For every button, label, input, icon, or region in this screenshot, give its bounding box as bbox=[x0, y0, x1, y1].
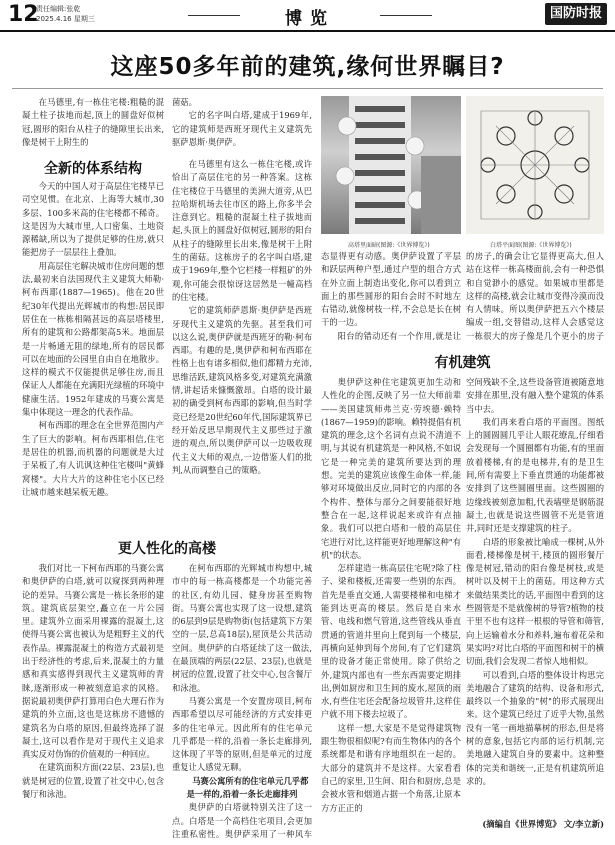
header-meta bbox=[36, 4, 95, 24]
s1-paragraph-4: 在马德里有这么一栋住宅楼,或许恰出了高层住宅的另一种答案。这栋住宅楼位于马德里的美洲大道旁,从巴拉哈斯机场去往市区的路上,你多半会注意到它。粗糙的混凝土柱子拔地而起,头顶上的圆盘好似树冠,圆形的阳台从柱子的缝隙里长出来,像是树干上附生的菌菇。这栋房子的名字叫白塔,建成于1969年,整个它栏楼一样粗矿的外观,你可能会很惊讶这居然是一幢高档的住宅楼。 bbox=[172, 159, 312, 302]
col4-paragraph-4: 可以看到,白塔的整体设计构思完美地融合了建筑的结构、设备和形式,最终以一个抽象的"树"的形式展现出来。这个建筑已经过了近乎大物,虽然没有一笔一画地描摹树的形态,但是将树的意象,包括它内部的运行机制,完美地融入建筑自身的要素中。这种整体的完美和谐统一,正是有机建筑所追求的。 bbox=[466, 669, 604, 786]
col4-top-paragraph: 的房子,的确会让它显得更高大,但人站在这样一栋高楼面前,会有一种恐惧和自觉渺小的感觉。如果城市里都是这样的高楼,就会让城市变得冷漠而没有人情味。所以奥伊萨把五六个楼层编成一组,交替错动,这样人会感觉这一栋很大的房子像是几个更小的房子 bbox=[466, 251, 604, 340]
page-header bbox=[0, 0, 615, 32]
date-line: 2025.4.16 星期三 bbox=[36, 15, 95, 23]
s1-paragraph-5: 它的建筑师萨恩斯·奥伊萨是西班牙现代主义建筑的先驱。甚至我们可以这么说,奥伊萨就是西班牙的勒·柯布西耶。有趣的是,奥伊萨和柯布西耶在性格上也有诸多相似,他们都精力充沛,思维活跃,建筑风格多变,对建筑充满激情,讲起话来慷慨激昂。白塔的设计最初的确受到柯布西耶的影响,但当时学竞已经是20世纪60年代,国际建筑界已经开始反思早期现代主义那些过于激进的观点,所以奥伊萨可以一边吸收现代主义大师的观点,一边借鉴人们的批判,从而调整自己的策略。 bbox=[172, 305, 312, 475]
s3-paragraph-2: 怎样建造一栋高层住宅呢?除了柱子、梁和楼板,还需要一些别的东西。首先是垂直交通,人需要楼梯和电梯才能到达更高的楼层。然后是自来水管、电线和燃气管道,这些管线从垂直贯通的管道井里向上爬到每一个楼层,再横向延伸到每个房间,有了它们建筑里的设备才能正常使用。除了供给之外,建筑内部也有一些东西需要定期排出,例如厨房和卫生间的废水,屋顶的雨水,有些住宅还会配备垃圾管井,这样住户就不用下楼去垃圾了。 bbox=[321, 563, 461, 720]
intro-cont-a: 菌菇。 bbox=[172, 97, 197, 107]
col4-paragraph-1: 空间残缺不全,这些设备管道被随意地安排在那里,没有融入整个建筑的体系当中去。 bbox=[466, 377, 604, 414]
page-number: 12 bbox=[8, 2, 39, 27]
column-3-text bbox=[321, 376, 461, 828]
source-line: (摘编自《世界博览》 文/李立新) bbox=[482, 819, 604, 829]
intro-cont-b: 它的名字叫白塔,建成于1969年,它的建筑师是西班牙现代主义建筑先驱萨恩斯·奥伊萨。 bbox=[172, 110, 312, 147]
col3-paragraph-2: 阳台的错动还有一个作用,就是让 bbox=[337, 330, 461, 340]
editor-line: 责任编辑:张乾 bbox=[36, 5, 81, 13]
col3-top-paragraph: 态显得更有动感。奥伊萨设置了平层和跃层两种户型,通过户型的组合方式在外立面上制造出变化,你可以看到立面上的那些圆形的阳台会时不时地左右错动,就像树枝一样,不会总是长在树干的一边。 bbox=[321, 251, 461, 328]
intro-paragraph: 在马德里,有一栋住宅楼:粗糙的混凝土柱子拔地而起,顶上的圆盘好似树冠,圆形的阳台从柱子的缝隙里长出来,像是树干上附生的 bbox=[22, 97, 164, 147]
section2-heading: 更人性化的高楼 bbox=[118, 541, 216, 557]
newspaper-logo: 国防时报 bbox=[545, 3, 607, 25]
s1-paragraph-2: 用高层住宅解决城市住房问题的想法,最初来自法国现代主义建筑大师勒·柯布西耶(1887—1965)。他在20世纪30年代提出光辉城市的构想:居民即居住在一栋栋相隔甚远的高层塔楼里,所有的建筑和公路都架高5米。地面层是一片畅通无阻的绿地,所有的居民都可以在地面的公园里自由自在地散步。这样的模式不仅能提供足够住房,而且保证人人都能在充满阳光绿植的环境中健康生活。1952年建成的马赛公寓是集中体现这一理念的代表作品。 bbox=[22, 260, 164, 418]
s2-paragraph-2: 在建筑面积方面(22层、23层),也就是树冠的位置,设置了社交中心,包含餐厅和泳池。 bbox=[22, 762, 164, 800]
column-4-text bbox=[466, 376, 604, 816]
column-1-bottom-text bbox=[22, 562, 164, 838]
s2-paragraph-4: 马赛公寓是一个安置房项目,柯布西耶希望以尽可能经济的方式安排更多的住宅单元。因此所有的住宅单元几乎都是一样的,沿着一条长走廊排列,这体现了平等的原则,但是单元的过度重复让人感觉无聊。 bbox=[172, 695, 312, 773]
photo2-caption: 白塔平面图(图源:《世界博览》) bbox=[490, 242, 572, 249]
intro-cont bbox=[172, 96, 312, 152]
floor-plan-photo bbox=[466, 96, 604, 234]
col4-paragraph-3: 白塔的形象被比喻成一棵树,从外面看,楼梯像是树干,楼顶的圆形餐厅像是树冠,错动的阳台像是树枝,或是树叶以及树干上的菌菇。用这种方式来做结果类比的话,平面图中看到的这些圆管是不是就像树的导管?植物的枝干里不也有这样一根根的导管和筛管,向上运输着水分和养料,遍布着花朵和果实吗?对比白塔的平面图和树干的横切面,我们会发现二者惊人地相似。 bbox=[466, 536, 604, 667]
title-rule bbox=[12, 88, 603, 89]
article-title: 这座50多年前的建筑,缘何世界瞩目? bbox=[110, 54, 505, 80]
s2-pull-quote: 马赛公寓所有的住宅单元几乎都是一样的,沿着一条长走廊排列 bbox=[186, 775, 309, 800]
column-4-top bbox=[466, 250, 604, 340]
column-1-text bbox=[22, 180, 164, 530]
column-2-bottom-text bbox=[172, 562, 312, 838]
s1-paragraph-1: 今天的中国人对于高层住宅楼早已司空见惯。在北京、上海等大城市,30多层、100多米高的住宅楼都不稀奇。这是因为大城市里,人口密集、土地资源稀缺,所以为了提供足够的住房,就只能把房子一层层往上叠加。 bbox=[22, 181, 164, 258]
white-tower-photo bbox=[321, 96, 461, 234]
floor-plan-drawing bbox=[466, 96, 604, 234]
s1-paragraph-3: 柯布西耶的理念在全世界范围内产生了巨大的影响。柯布西耶相信,住宅是居住的机器,而机器的问题就是大过于呆板了,有人讥讽这种住宅楼叫"黄蜂窝楼"。大片大片的这种住宅小区已经让城市越来越呆板无趣。 bbox=[22, 420, 164, 497]
s3-paragraph-3: 这样一想,大家是不是觉得建筑物跟生物很相似呢?有而生物体内的各个系统都是和谐有序地组织在一起的。大部分的建筑并不是这样。大家看看自己的家里,卫生间、阳台和厨房,总是会被水管和烟道占据一个角落,让原本方方正正的 bbox=[321, 722, 461, 813]
s2-paragraph-3: 在柯布西耶的光辉城市构想中,城市中的每一栋高楼都是一个功能完善的社区,有幼儿园、健身房甚至购物街。马赛公寓也实现了这一设想,建筑的6层到9层是购物街(包括建筑下方架空的一层,总高18层),屋顶是公共活动空间。奥伊萨的白塔延续了这一做法,在最顶端的两层(22层、23层),也就是树冠的位置,设置了社交中心,包含餐厅和泳池。 bbox=[172, 563, 312, 693]
section3-heading: 有机建筑 bbox=[434, 355, 491, 371]
s2-paragraph-6: 奥伊萨的白塔就特别关注了这一点。白塔是一个高档住宅项目,会更加注重私密性。奥伊萨采用了一种风车 bbox=[172, 802, 312, 838]
photo1-caption: 高塔里面暗(图源:《世界博览》) bbox=[348, 242, 430, 249]
intro-text bbox=[22, 96, 164, 152]
tower-illustration bbox=[321, 96, 461, 234]
section-title: 博览 bbox=[250, 4, 370, 29]
s3-paragraph-1: 奥伊萨这种住宅建筑更加生动和人性化的企图,反映了另一位大师前辈——美国建筑师弗兰克·劳埃德·赖特(1867—1959)的影响。赖特提倡有机建筑的理念,这个名词有点说不清道不明,与其说有机建筑是一种风格,不如说它是一种完美的建筑所要达到的理想。完美的建筑应该像生命体一样,能够对环境做出反应,同时它的内部的各个构件、整体与部分之间要能很好地整合在一起,这样说起来或许有点抽象。我们可以把白塔和一般的高层住宅进行对比,这样能更好地理解这种"有机"的状态。 bbox=[321, 377, 461, 560]
s2-paragraph-1: 我们对比一下柯布西耶的马赛公寓和奥伊萨的白塔,就可以窥探到两种理论的差异。马赛公寓是一栋长条形的建筑。建筑底层架空,矗立在一片公园里。建筑外立面采用裸露的混凝土,这使得马赛公寓也被认为是粗野主义的代表作品。裸露混凝土的构造方式最初是出于经济性的考虑,后来,混凝土的力量感和真实感得到现代主义建筑师的青睐,逐渐形成一种被刻意追求的风格。据说最初奥伊萨打算用白色大理石作为建筑的外立面,这也是这栋房不遗憾的建筑名为白塔的原因,但最终选择了混凝土,这可以看作是对于现代主义追求真实反对伪饰的价值观的一种回应。 bbox=[22, 563, 164, 760]
column-2-text bbox=[172, 158, 312, 530]
col4-paragraph-2: 我们再来看白塔的平面图。图纸上的圆圆圆几乎让人眼花缭乱,仔细看会发现每一个圆圈都有功能,有的里面放着楼梯,有的是电梯井,有的是卫生间,所有需要上下垂直贯通的功能都被安排到了这些圆圈里面。这些圆圈的边缘线被刻意加粗,代表墙壁是钢筋混凝土,也就是说这些圆管不光是管道井,同时还是支撑建筑的柱子。 bbox=[466, 416, 604, 534]
column-3-top bbox=[321, 250, 461, 340]
section1-heading: 全新的体系结构 bbox=[44, 161, 142, 177]
